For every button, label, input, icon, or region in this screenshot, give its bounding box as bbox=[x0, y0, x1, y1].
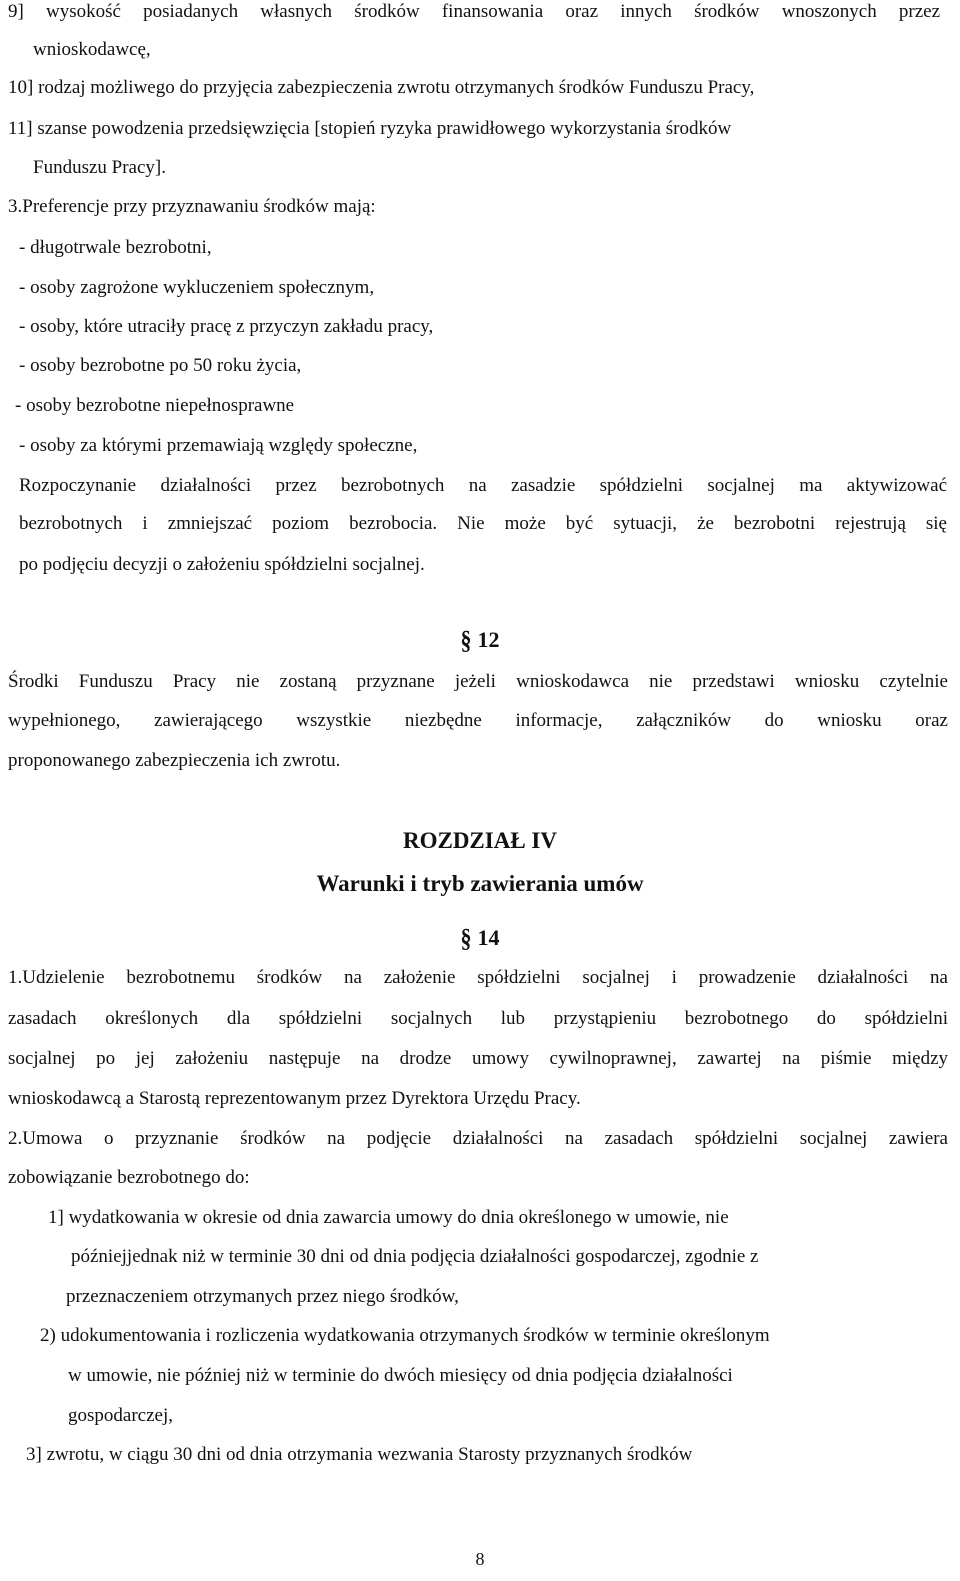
text-line: 1.Udzielenie bezrobotnemu środków na założenie spółdzielni socjalnej i prowadzenie działalności na bbox=[8, 967, 948, 988]
section-number: 12 bbox=[477, 627, 500, 652]
text-line: Środki Funduszu Pracy nie zostaną przyznane jeżeli wnioskodawca nie przedstawi wniosku czytelnie bbox=[8, 671, 948, 692]
chapter-title: ROZDZIAŁ IV bbox=[402, 828, 557, 853]
text-line: 2.Umowa o przyznanie środków na podjęcie działalności na zasadach spółdzielni socjalnej zawiera bbox=[8, 1128, 948, 1149]
text-line: 9] wysokość posiadanych własnych środków finansowania oraz innych środków wnoszonych przez bbox=[8, 1, 940, 22]
list-item-continuation: w umowie, nie później niż w terminie do dwóch miesięcy od dnia podjęcia działalności bbox=[68, 1365, 733, 1386]
page-number: 8 bbox=[475, 1549, 485, 1569]
text-line: proponowanego zabezpieczenia ich zwrotu. bbox=[8, 750, 341, 771]
list-item: - osoby, które utraciły pracę z przyczyn zakładu pracy, bbox=[19, 316, 434, 337]
section-heading-12 bbox=[0, 624, 960, 655]
list-item: - osoby bezrobotne po 50 roku życia, bbox=[19, 355, 302, 376]
text-line: 3.Preferencje przy przyznawaniu środków mają: bbox=[8, 196, 376, 217]
section-number: 14 bbox=[477, 925, 500, 950]
list-item: - osoby zagrożone wykluczeniem społecznym, bbox=[19, 277, 375, 298]
list-item: - długotrwale bezrobotni, bbox=[19, 237, 212, 258]
list-item-continuation: późniejjednak niż w terminie 30 dni od dnia podjęcia działalności gospodarczej, zgodnie z bbox=[71, 1246, 759, 1267]
list-item: - osoby za którymi przemawiają względy społeczne, bbox=[19, 435, 418, 456]
text-line: po podjęciu decyzji o założeniu spółdzielni socjalnej. bbox=[19, 554, 425, 575]
section-symbol: § bbox=[460, 922, 472, 953]
text-line: wnioskodawcą a Starostą reprezentowanym przez Dyrektora Urzędu Pracy. bbox=[8, 1088, 581, 1109]
text-line: wnioskodawcę, bbox=[33, 39, 151, 60]
list-item: 1] wydatkowania w okresie od dnia zawarcia umowy do dnia określonego w umowie, nie bbox=[48, 1207, 729, 1228]
text-line: Rozpoczynanie działalności przez bezrobotnych na zasadzie spółdzielni socjalnej ma aktywizować bbox=[19, 475, 947, 496]
list-item: 3] zwrotu, w ciągu 30 dni od dnia otrzymania wezwania Starosty przyznanych środków bbox=[26, 1444, 693, 1465]
section-symbol: § bbox=[460, 624, 472, 655]
text-line: 11] szanse powodzenia przedsięwzięcia [stopień ryzyka prawidłowego wykorzystania środków bbox=[8, 118, 732, 139]
chapter-subtitle: Warunki i tryb zawierania umów bbox=[316, 871, 644, 896]
section-heading-14 bbox=[0, 922, 960, 953]
text-line: wypełnionego, zawierającego wszystkie niezbędne informacje, załączników do wniosku oraz bbox=[8, 710, 948, 731]
text-line: Funduszu Pracy]. bbox=[33, 157, 166, 178]
text-line: 10] rodzaj możliwego do przyjęcia zabezpieczenia zwrotu otrzymanych środków Funduszu Pracy, bbox=[8, 77, 755, 98]
text-line: zobowiązanie bezrobotnego do: bbox=[8, 1167, 250, 1188]
list-item-continuation: przeznaczeniem otrzymanych przez niego środków, bbox=[66, 1286, 459, 1307]
text-line: bezrobotnych i zmniejszać poziom bezrobocia. Nie może być sytuacji, że bezrobotni rejestrują się bbox=[19, 513, 947, 534]
list-item-continuation: gospodarczej, bbox=[68, 1405, 173, 1426]
text-line: zasadach określonych dla spółdzielni socjalnych lub przystąpieniu bezrobotnego do spółdzielni bbox=[8, 1008, 948, 1029]
list-item: - osoby bezrobotne niepełnosprawne bbox=[15, 395, 295, 416]
list-item: 2) udokumentowania i rozliczenia wydatkowania otrzymanych środków w terminie określonym bbox=[40, 1325, 770, 1346]
text-line: socjalnej po jej założeniu następuje na drodze umowy cywilnoprawnej, zawartej na piśmie między bbox=[8, 1048, 948, 1069]
